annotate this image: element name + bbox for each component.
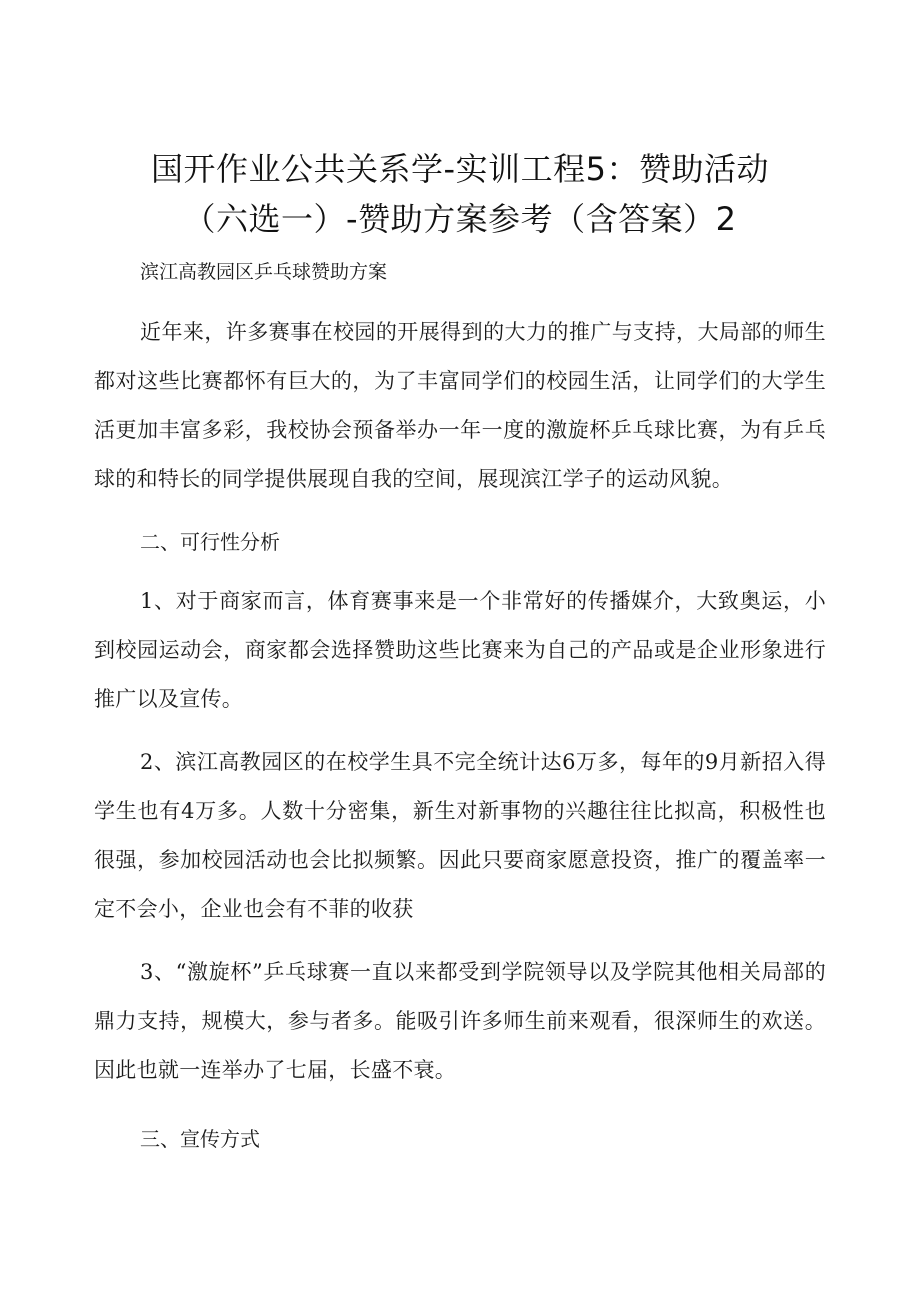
intro-paragraph: 近年来，许多赛事在校园的开展得到的大力的推广与支持，大局部的师生都对这些比赛都怀有巨大的，为了丰富同学们的校园生活，让同学们的大学生活更加丰富多彩，我校协会预备举办一年一度的激旋杯乒乓球比赛，为有乒乓球的和特长的同学提供展现自我的空间，展现滨江学子的运动风貌。 (94, 320, 826, 491)
feasibility-point-2: 2、滨江高教园区的在校学生具不完全统计达6万多，每年的9月新招入得学生也有4万多。人数十分密集，新生对新事物的兴趣往往比拟高，积极性也很强，参加校园活动也会比拟频繁。因此只要商家愿意投资，推广的覆盖率一定不会小，企业也会有不菲的收获 (94, 750, 826, 921)
section-heading-feasibility: 二、可行性分析 (140, 530, 280, 554)
document-title (94, 144, 826, 244)
paragraph-gap (94, 724, 826, 738)
paragraph-gap (94, 934, 826, 948)
title-line-1: 国开作业公共关系学-实训工程5：赞助活动 (151, 150, 769, 188)
feasibility-point-1: 1、对于商家而言，体育赛事来是一个非常好的传播媒介，大致奥运，小到校园运动会，商家都会选择赞助这些比赛来为自己的产品或是企业形象进行推广以及宣传。 (94, 589, 826, 711)
feasibility-point-3: 3、“激旋杯”乒乓球赛一直以来都受到学院领导以及学院其他相关局部的鼎力支持，规模大，参与者多。能吸引许多师生前来观看，很深师生的欢送。因此也就一连举办了七届，长盛不衰。 (94, 960, 826, 1082)
document-subtitle: 滨江高教园区乒乓球赞助方案 (140, 261, 388, 283)
section-heading-promotion: 三、宣传方式 (140, 1127, 260, 1151)
title-line-2: （六选一）-赞助方案参考（含答案）2 (183, 200, 737, 238)
